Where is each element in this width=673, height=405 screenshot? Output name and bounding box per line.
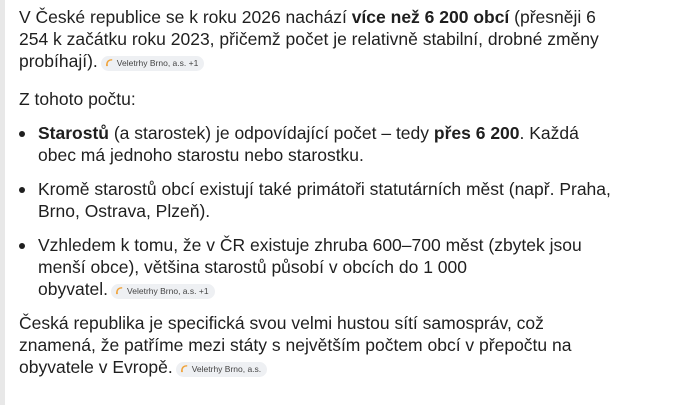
source-favicon-icon [115,286,124,295]
intro-text-2: (přesněji 6 [509,7,596,27]
bullet-1-bold-2: přes 6 200 [433,123,520,143]
source-chip-label: Veletrhy Brno, a.s. [191,364,262,374]
closing-line-1: Česká republika je specifická svou velmi hustou sítí samospráv, což [19,313,544,333]
bullet-3-line-1: Vzhledem k tomu, že v ČR existuje zhruba 600–700 měst (zbytek jsou [38,235,582,255]
closing-paragraph [19,312,667,378]
left-border [0,0,5,405]
intro-text-1: V České republice se k roku 2026 nachází [19,7,352,27]
bullet-3-line-2: menší obce), většina starostů působí v obcích do 1 000 [38,257,467,277]
intro-paragraph [19,6,667,72]
response-content [19,6,667,378]
source-chip-label: Veletrhy Brno, a.s. +1 [127,286,209,296]
section-lead: Z tohoto počtu: [19,89,136,109]
bullet-list [19,122,667,300]
source-favicon-icon [105,58,114,67]
list-item [19,178,667,222]
intro-line-2: 254 k začátku roku 2023, přičemž počet je relativně stabilní, drobné změny [19,29,599,49]
source-chip[interactable] [176,362,267,377]
intro-line-3: probíhají). [19,51,98,71]
bullet-3-line-3: obyvatel. [38,279,109,299]
source-chip[interactable] [111,284,215,299]
source-chip-label: Veletrhy Brno, a.s. +1 [116,58,199,68]
source-favicon-icon [180,364,189,373]
bullet-1-text-2: . Každá [519,123,579,143]
bullet-2-line-2: Brno, Ostrava, Plzeň). [38,201,211,221]
list-item [19,122,667,166]
intro-bold-count: více než 6 200 obcí [351,7,510,27]
bullet-1-bold-1: Starostů [38,123,109,143]
bullet-dot [19,243,25,249]
bullet-2-line-1: Kromě starostů obcí existují také primátoři statutárních měst (např. Praha, [38,179,611,199]
bullet-dot [19,187,25,193]
source-chip[interactable] [101,56,205,71]
bullet-dot [19,131,25,137]
closing-line-2: znamená, že patříme mezi státy s největším počtem obcí v přepočtu na [19,335,572,355]
list-item [19,234,667,300]
closing-line-3: obyvatele v Evropě. [19,357,173,377]
bullet-1-text-1: (a starostek) je odpovídající počet – tedy [108,123,434,143]
bullet-1-line-2: obec má jednoho starostu nebo starostku. [38,145,364,165]
